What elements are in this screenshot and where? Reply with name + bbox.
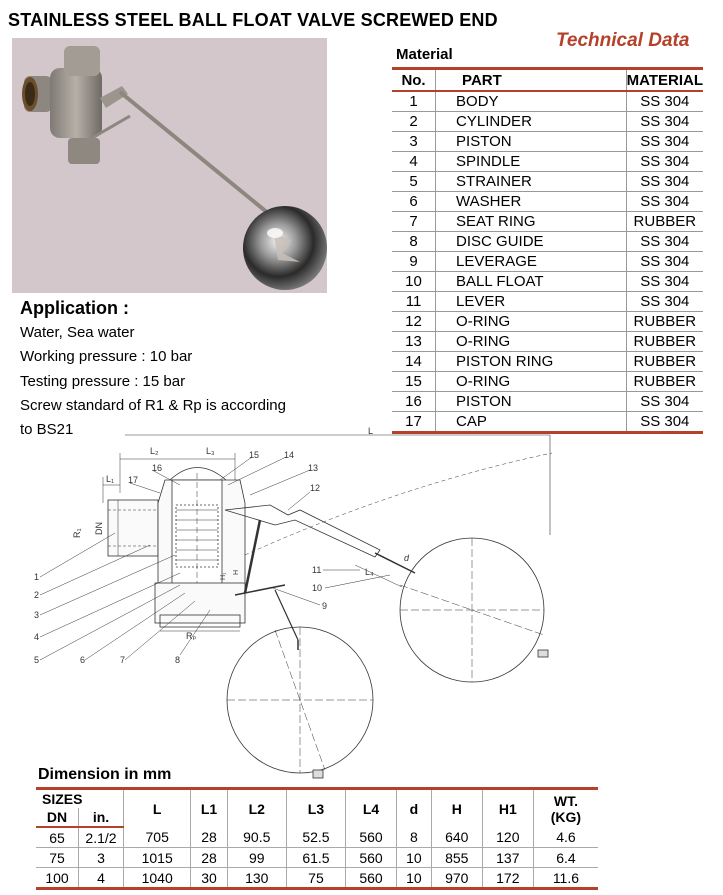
- callout-16: 16: [152, 463, 163, 473]
- material-cell-part: O-RING: [436, 372, 627, 392]
- dimension-cell-dn: 75: [36, 848, 79, 868]
- material-label: Material: [396, 46, 453, 63]
- header-l2: L2: [227, 789, 286, 828]
- material-table: [392, 67, 703, 434]
- dimension-row: [36, 848, 598, 868]
- material-cell-part: PISTON: [436, 392, 627, 412]
- material-cell-part: LEVER: [436, 292, 627, 312]
- material-cell-part: CAP: [436, 412, 627, 433]
- dimension-cell-d: 10: [397, 848, 432, 868]
- dimension-cell-h: 640: [431, 827, 482, 848]
- material-cell-no: 7: [392, 212, 436, 232]
- material-cell-no: 15: [392, 372, 436, 392]
- technical-drawing: [30, 425, 570, 787]
- header-d: d: [397, 789, 432, 828]
- header-wt-label: WT.: [553, 792, 578, 809]
- dim-label-rp: Rₚ: [186, 631, 197, 641]
- dim-label-l2: L₂: [150, 446, 159, 456]
- dimension-cell-l3: 52.5: [286, 827, 345, 848]
- material-cell-no: 11: [392, 292, 436, 312]
- material-row: [392, 212, 703, 232]
- dimension-cell-wt: 4.6: [533, 827, 598, 848]
- header-h: H: [431, 789, 482, 828]
- material-cell-material: RUBBER: [626, 352, 703, 372]
- material-cell-material: RUBBER: [626, 332, 703, 352]
- dimension-cell-dn: 100: [36, 868, 79, 889]
- material-row: [392, 372, 703, 392]
- dim-label-r1: R₁: [72, 528, 82, 538]
- material-cell-part: O-RING: [436, 312, 627, 332]
- material-cell-material: SS 304: [626, 232, 703, 252]
- dimension-cell-in: 2.1/2: [79, 827, 124, 848]
- dimension-cell-wt: 11.6: [533, 868, 598, 889]
- material-cell-no: 2: [392, 112, 436, 132]
- material-row: [392, 352, 703, 372]
- material-cell-part: PISTON: [436, 132, 627, 152]
- material-cell-material: SS 304: [626, 192, 703, 212]
- application-line: Working pressure : 10 bar: [20, 348, 193, 365]
- material-row: [392, 292, 703, 312]
- material-row: [392, 192, 703, 212]
- dimension-title: Dimension in mm: [38, 766, 172, 783]
- dimension-cell-d: 10: [397, 868, 432, 889]
- material-cell-material: SS 304: [626, 112, 703, 132]
- dimension-table: [36, 787, 598, 890]
- material-cell-material: SS 304: [626, 172, 703, 192]
- dimension-cell-d: 8: [397, 827, 432, 848]
- dim-label-l4: L₄: [365, 567, 374, 577]
- callout-10: 10: [312, 583, 323, 593]
- application-line: Screw standard of R1 & Rp is according: [20, 397, 286, 414]
- material-cell-material: SS 304: [626, 91, 703, 112]
- dimension-cell-in: 3: [79, 848, 124, 868]
- application-line: to BS21: [20, 421, 74, 438]
- material-row: [392, 232, 703, 252]
- dimension-cell-l4: 560: [346, 827, 397, 848]
- dim-label-l1: L₁: [106, 474, 115, 484]
- header-wt: [533, 789, 598, 828]
- material-cell-no: 12: [392, 312, 436, 332]
- material-cell-material: SS 304: [626, 392, 703, 412]
- callout-3: 3: [34, 610, 40, 620]
- dimension-cell-l1: 28: [191, 848, 227, 868]
- material-row: [392, 252, 703, 272]
- material-row: [392, 112, 703, 132]
- dimension-cell-h1: 120: [482, 827, 533, 848]
- material-row: [392, 152, 703, 172]
- material-cell-part: SEAT RING: [436, 212, 627, 232]
- material-cell-material: RUBBER: [626, 372, 703, 392]
- material-cell-material: RUBBER: [626, 312, 703, 332]
- callout-14: 14: [284, 450, 295, 460]
- material-cell-material: SS 304: [626, 132, 703, 152]
- callout-7: 7: [120, 655, 126, 665]
- header-l4: L4: [346, 789, 397, 828]
- material-cell-no: 5: [392, 172, 436, 192]
- header-no: No.: [392, 69, 436, 92]
- material-row: [392, 272, 703, 292]
- material-cell-material: SS 304: [626, 152, 703, 172]
- callout-17: 17: [128, 475, 139, 485]
- material-cell-no: 17: [392, 412, 436, 433]
- dimension-header-row: [36, 789, 598, 809]
- material-cell-no: 3: [392, 132, 436, 152]
- dimension-cell-l2: 90.5: [227, 827, 286, 848]
- callout-1: 1: [34, 572, 40, 582]
- dim-label-h: H: [233, 569, 240, 575]
- material-cell-no: 8: [392, 232, 436, 252]
- material-cell-part: O-RING: [436, 332, 627, 352]
- dimension-cell-l1: 28: [191, 827, 227, 848]
- header-sizes: SIZES: [36, 789, 124, 809]
- material-cell-material: SS 304: [626, 252, 703, 272]
- callout-12: 12: [310, 483, 321, 493]
- dimension-cell-l2: 130: [227, 868, 286, 889]
- material-row: [392, 172, 703, 192]
- dimension-cell-wt: 6.4: [533, 848, 598, 868]
- dimension-cell-l: 1040: [124, 868, 191, 889]
- dimension-cell-l2: 99: [227, 848, 286, 868]
- header-l: L: [124, 789, 191, 828]
- material-cell-part: WASHER: [436, 192, 627, 212]
- dimension-row: [36, 827, 598, 848]
- callout-4: 4: [34, 632, 40, 642]
- material-cell-no: 4: [392, 152, 436, 172]
- header-material: MATERIAL: [626, 69, 703, 92]
- callout-13: 13: [308, 463, 319, 473]
- callout-15: 15: [249, 450, 260, 460]
- dimension-cell-l3: 61.5: [286, 848, 345, 868]
- dimension-cell-h: 970: [431, 868, 482, 889]
- application-title: Application :: [20, 298, 129, 318]
- material-cell-no: 1: [392, 91, 436, 112]
- material-cell-no: 14: [392, 352, 436, 372]
- material-row: [392, 91, 703, 112]
- material-cell-part: PISTON RING: [436, 352, 627, 372]
- callout-11: 11: [312, 565, 322, 575]
- material-cell-part: BALL FLOAT: [436, 272, 627, 292]
- material-cell-no: 16: [392, 392, 436, 412]
- valve-photo: [12, 38, 327, 293]
- material-row: [392, 312, 703, 332]
- material-cell-part: SPINDLE: [436, 152, 627, 172]
- material-cell-part: BODY: [436, 91, 627, 112]
- material-cell-part: DISC GUIDE: [436, 232, 627, 252]
- dimension-cell-in: 4: [79, 868, 124, 889]
- material-cell-no: 6: [392, 192, 436, 212]
- callout-8: 8: [175, 655, 181, 665]
- dimension-cell-l3: 75: [286, 868, 345, 889]
- material-cell-no: 13: [392, 332, 436, 352]
- dimension-cell-h1: 137: [482, 848, 533, 868]
- dim-label-l: L: [368, 426, 374, 436]
- callout-2: 2: [34, 590, 40, 600]
- material-cell-part: LEVERAGE: [436, 252, 627, 272]
- header-wt-unit: (KG): [550, 808, 582, 825]
- dimension-cell-l4: 560: [346, 848, 397, 868]
- material-cell-material: SS 304: [626, 292, 703, 312]
- material-cell-no: 10: [392, 272, 436, 292]
- callout-5: 5: [34, 655, 40, 665]
- material-row: [392, 332, 703, 352]
- header-l3: L3: [286, 789, 345, 828]
- material-cell-part: CYLINDER: [436, 112, 627, 132]
- material-cell-part: STRAINER: [436, 172, 627, 192]
- callout-9: 9: [322, 601, 328, 611]
- callout-6: 6: [80, 655, 86, 665]
- header-l1: L1: [191, 789, 227, 828]
- dimension-cell-h: 855: [431, 848, 482, 868]
- header-h1: H1: [482, 789, 533, 828]
- dimension-cell-l: 1015: [124, 848, 191, 868]
- application-line: Testing pressure : 15 bar: [20, 373, 186, 390]
- dimension-row: [36, 868, 598, 889]
- page-title: STAINLESS STEEL BALL FLOAT VALVE SCREWED END: [8, 10, 498, 30]
- header-dn: DN: [36, 808, 79, 827]
- dimension-cell-dn: 65: [36, 827, 79, 848]
- material-row: [392, 132, 703, 152]
- material-cell-material: RUBBER: [626, 212, 703, 232]
- dimension-cell-l: 705: [124, 827, 191, 848]
- dim-label-h1: H₁: [220, 572, 227, 580]
- dim-label-dn: DN: [94, 522, 104, 535]
- dimension-cell-h1: 172: [482, 868, 533, 889]
- header-in: in.: [79, 808, 124, 827]
- dimension-cell-l4: 560: [346, 868, 397, 889]
- dimension-cell-l1: 30: [191, 868, 227, 889]
- dim-label-l3: L₃: [206, 446, 215, 456]
- material-header-row: [392, 69, 703, 92]
- header-part: PART: [436, 69, 627, 92]
- material-row: [392, 392, 703, 412]
- material-cell-material: SS 304: [626, 412, 703, 433]
- material-cell-no: 9: [392, 252, 436, 272]
- technical-data-heading: Technical Data: [556, 30, 690, 51]
- material-cell-material: SS 304: [626, 272, 703, 292]
- dim-label-d: d: [404, 553, 410, 563]
- application-line: Water, Sea water: [20, 324, 135, 341]
